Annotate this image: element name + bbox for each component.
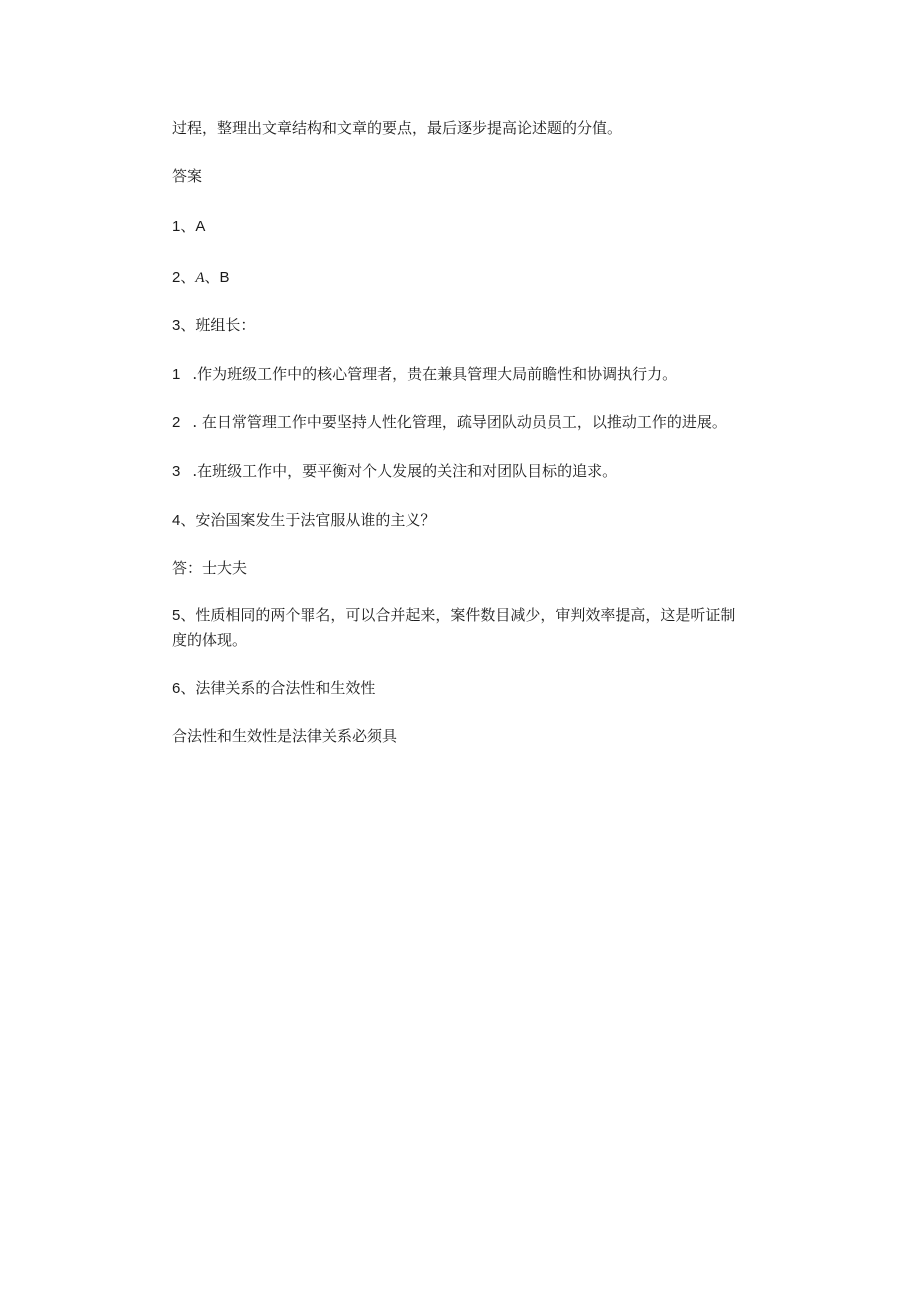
answer-6-number: 6、 <box>172 680 196 697</box>
answer-2 <box>172 265 752 290</box>
sub-point-1-number: 1 <box>172 366 181 383</box>
answer-1-text: A <box>195 218 206 235</box>
sub-point-2-text: . 在日常管理工作中要坚持人性化管理，疏导团队动员员工，以推动工作的进展。 <box>192 413 727 431</box>
answer-4-number: 4、 <box>172 512 196 529</box>
answer-2-number: 2、 <box>172 269 196 286</box>
sub-point-3-number: 3 <box>172 463 181 480</box>
sub-point-3 <box>172 459 752 484</box>
answer-3 <box>172 313 752 338</box>
answers-heading-text: 答案 <box>172 167 203 185</box>
answers-heading <box>172 164 752 188</box>
answer-5-number: 5、 <box>172 607 196 624</box>
answer-3-text: 班组长： <box>195 316 256 334</box>
answer-5-text: 性质相同的两个罪名，可以合并起来，案件数目减少，审判效率提高，这是听证制度的体现。 <box>172 606 736 649</box>
answer-1 <box>172 214 752 239</box>
answer-4-text: 安治国案发生于法官服从谁的主义？ <box>195 511 436 529</box>
intro-text: 过程，整理出文章结构和文章的要点，最后逐步提高论述题的分值。 <box>172 119 623 137</box>
answer-6-text: 法律关系的合法性和生效性 <box>195 679 376 697</box>
sub-point-1 <box>172 362 752 387</box>
answer-6 <box>172 676 752 701</box>
answer-2-option-a: A <box>195 270 205 286</box>
answer-6-reply-text: 合法性和生效性是法律关系必须具 <box>172 727 398 745</box>
sub-point-2 <box>172 410 752 435</box>
sub-point-3-text: .在班级工作中，要平衡对个人发展的关注和对团队目标的追求。 <box>192 462 618 480</box>
answer-1-number: 1、 <box>172 218 196 235</box>
answer-4 <box>172 508 752 533</box>
answer-3-number: 3、 <box>172 317 196 334</box>
answer-4-reply-text: 答：士大夫 <box>172 559 248 577</box>
answer-2-separator: 、 <box>204 268 220 286</box>
sub-point-2-number: 2 <box>172 414 181 431</box>
sub-point-1-text: .作为班级工作中的核心管理者，贵在兼具管理大局前瞻性和协调执行力。 <box>192 365 678 383</box>
answer-5 <box>172 603 742 652</box>
answer-2-option-b: B <box>219 269 230 286</box>
intro-line <box>172 116 752 140</box>
answer-4-reply <box>172 556 752 580</box>
answer-6-reply <box>172 724 752 748</box>
